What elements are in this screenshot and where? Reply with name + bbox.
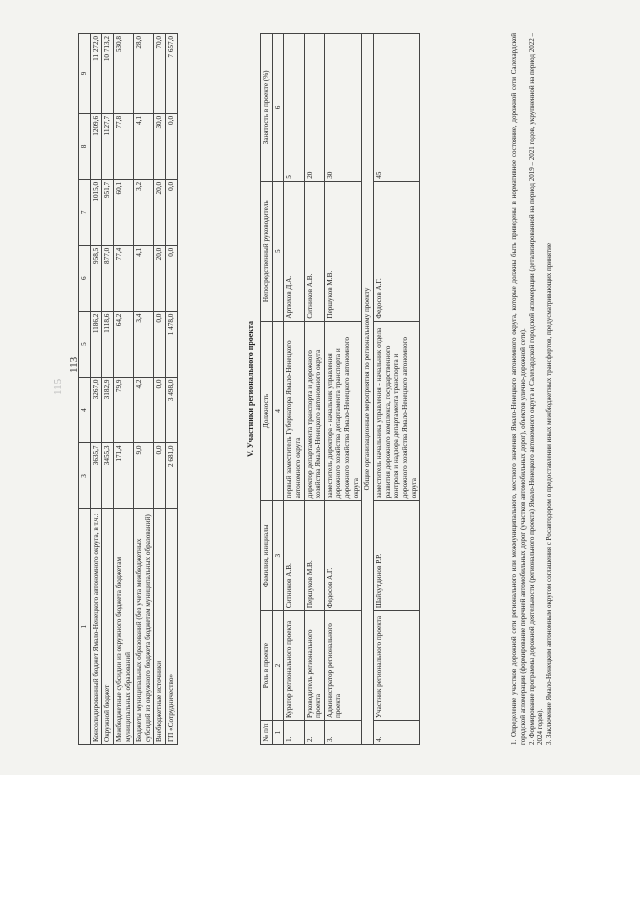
column-number: 1 bbox=[79, 509, 91, 745]
pct-cell: 20 bbox=[304, 34, 324, 182]
row-label: Окружной бюджет bbox=[102, 509, 114, 745]
value-cell: 2 681,0 bbox=[166, 443, 178, 509]
column-number: 3 bbox=[79, 443, 91, 509]
column-number: 5 bbox=[272, 181, 284, 321]
column-number: 8 bbox=[79, 113, 91, 179]
table-row bbox=[134, 34, 154, 745]
column-number: 2 bbox=[272, 611, 284, 721]
value-cell: 4,1 bbox=[134, 245, 154, 311]
row-label: Бюджеты муниципальных образований (без учета межбюджетных субсидий из окружного бюджета бюджетам муниципальных образований) bbox=[134, 509, 154, 745]
value-cell: 4,2 bbox=[134, 377, 154, 443]
value-cell: 20,0 bbox=[154, 245, 166, 311]
value-cell: 0,0 bbox=[166, 113, 178, 179]
value-cell: 10 713,2 bbox=[102, 34, 114, 114]
head-cell: Першуков М.В. bbox=[324, 181, 362, 321]
column-header: Фамилия, инициалы bbox=[261, 501, 273, 611]
table-row bbox=[324, 34, 362, 745]
column-header: Непосредственный руководитель bbox=[261, 181, 273, 321]
column-number: 6 bbox=[79, 245, 91, 311]
position-cell: директор департамента транспорта и дорожного хозяйства Ямало-Ненецкого автономного округа bbox=[304, 321, 324, 501]
n-cell: 2. bbox=[304, 721, 324, 745]
role-cell: Руководитель регионального проекта bbox=[304, 611, 324, 721]
table-row bbox=[154, 34, 166, 745]
role-cell: Участник регионального проекта bbox=[374, 611, 420, 721]
value-cell: 0,0 bbox=[166, 179, 178, 245]
value-cell: 958,5 bbox=[90, 245, 102, 311]
group-label: Общие организационные мероприятия по региональному проекту bbox=[362, 34, 374, 745]
column-number-row bbox=[79, 34, 91, 745]
row-label: ГП «Сотрудничество» bbox=[166, 509, 178, 745]
value-cell: 1 478,0 bbox=[166, 311, 178, 377]
name-cell: Ситников А.В. bbox=[284, 501, 304, 611]
value-cell: 30,0 bbox=[154, 113, 166, 179]
table-row bbox=[284, 34, 304, 745]
rotated-content bbox=[78, 15, 608, 745]
value-cell: 1015,0 bbox=[90, 179, 102, 245]
column-number: 1 bbox=[272, 721, 284, 745]
value-cell: 79,9 bbox=[113, 377, 133, 443]
value-cell: 7 657,0 bbox=[166, 34, 178, 114]
column-header: Должность bbox=[261, 321, 273, 501]
header-row bbox=[261, 34, 273, 745]
participants-table bbox=[260, 33, 420, 745]
value-cell: 3267,0 bbox=[90, 377, 102, 443]
value-cell: 3,4 bbox=[134, 311, 154, 377]
value-cell: 3 498,0 bbox=[166, 377, 178, 443]
section-title: V. Участники регионального проекта bbox=[246, 321, 255, 457]
name-cell: Шайхутдинов Р.Р. bbox=[374, 501, 420, 611]
value-cell: 0,0 bbox=[154, 311, 166, 377]
name-cell: Федосов А.Г. bbox=[324, 501, 362, 611]
note-paragraph: 3. Заключение Ямало-Ненецким автономным округом соглашения с Росавтодором о предоставлении иных межбюджетных трансфертов, предусматривающих принятие bbox=[545, 243, 553, 745]
value-cell: 77,4 bbox=[113, 245, 133, 311]
value-cell: 11 272,0 bbox=[90, 34, 102, 114]
value-cell: 171,4 bbox=[113, 443, 133, 509]
table-row bbox=[166, 34, 178, 745]
table-row bbox=[113, 34, 133, 745]
column-number: 4 bbox=[272, 321, 284, 501]
value-cell: 9,0 bbox=[134, 443, 154, 509]
notes bbox=[510, 33, 554, 745]
value-cell: 70,0 bbox=[154, 34, 166, 114]
column-number: 5 bbox=[79, 311, 91, 377]
pct-cell: 5 bbox=[284, 34, 304, 182]
position-cell: заместитель начальника управления - начальник отдела развития дорожного комплекса, государственного контроля и надзора департамента транспорта и дорожного хозяйства Ямало-Ненецкого автономного округа bbox=[374, 321, 420, 501]
page-number: 113 bbox=[68, 356, 80, 373]
value-cell: 3182,9 bbox=[102, 377, 114, 443]
column-header: № п/п bbox=[261, 721, 273, 745]
position-cell: первый заместитель Губернатора Ямало-Ненецкого автономного округа bbox=[284, 321, 304, 501]
value-cell: 64,2 bbox=[113, 311, 133, 377]
column-number: 3 bbox=[272, 501, 284, 611]
row-label: Межбюджетные субсидии из окружного бюджета бюджетам муниципальных образований bbox=[113, 509, 133, 745]
value-cell: 3635,7 bbox=[90, 443, 102, 509]
table-row bbox=[102, 34, 114, 745]
column-number: 4 bbox=[79, 377, 91, 443]
column-number: 7 bbox=[79, 179, 91, 245]
ghost-page-number: 115 bbox=[52, 378, 64, 395]
value-cell: 0,0 bbox=[154, 377, 166, 443]
value-cell: 28,0 bbox=[134, 34, 154, 114]
column-number: 6 bbox=[272, 34, 284, 182]
column-number-row bbox=[272, 34, 284, 745]
note-paragraph: 1. Определение участков дорожной сети регионального или межмуниципального, местного значения Ямало-Ненецкого автономного округа, которые должны быть приведены в нормативное состояние, дорожной сети Салехардской городской агломерации (формирование перечней автомобильных дорог (участков автомобильных дорог), объектов улично-дорожной сети). bbox=[510, 33, 527, 745]
value-cell: 4,1 bbox=[134, 113, 154, 179]
role-cell: Куратор регионального проекта bbox=[284, 611, 304, 721]
note-paragraph: 2. Формирование программы дорожной деятельности (регионального проекта) Ямало-Ненецкого автономного округа и Салехардской городской агломерации (детализированной на период 2019 – 2021 годов, укрупненной на период 2022 – 2024 годов). bbox=[527, 33, 545, 745]
value-cell: 877,0 bbox=[102, 245, 114, 311]
column-header: Занятость в проекте (%) bbox=[261, 34, 273, 182]
pct-cell: 30 bbox=[324, 34, 362, 182]
value-cell: 1127,7 bbox=[102, 113, 114, 179]
table-row bbox=[90, 34, 102, 745]
value-cell: 0,0 bbox=[154, 443, 166, 509]
column-number: 9 bbox=[79, 34, 91, 114]
value-cell: 1186,2 bbox=[90, 311, 102, 377]
budget-table bbox=[78, 33, 178, 745]
value-cell: 1209,6 bbox=[90, 113, 102, 179]
value-cell: 1118,6 bbox=[102, 311, 114, 377]
n-cell: 1. bbox=[284, 721, 304, 745]
table-row bbox=[304, 34, 324, 745]
value-cell: 60,1 bbox=[113, 179, 133, 245]
head-cell: Ситников А.В. bbox=[304, 181, 324, 321]
head-cell: Федосов А.Г. bbox=[374, 181, 420, 321]
value-cell: 3,2 bbox=[134, 179, 154, 245]
row-label: Внебюджетные источники bbox=[154, 509, 166, 745]
value-cell: 3455,3 bbox=[102, 443, 114, 509]
column-header: Роль в проекте bbox=[261, 611, 273, 721]
name-cell: Першуков М.В. bbox=[304, 501, 324, 611]
position-cell: заместитель директора - начальник управления дорожного хозяйства департамента транспорта и дорожного хозяйства Ямало-Ненецкого автономного округа bbox=[324, 321, 362, 501]
value-cell: 0,0 bbox=[166, 245, 178, 311]
table-row bbox=[374, 34, 420, 745]
group-row bbox=[362, 34, 374, 745]
value-cell: 77,8 bbox=[113, 113, 133, 179]
value-cell: 951,7 bbox=[102, 179, 114, 245]
head-cell: Артюхов Д.А. bbox=[284, 181, 304, 321]
value-cell: 20,0 bbox=[154, 179, 166, 245]
pct-cell: 45 bbox=[374, 34, 420, 182]
n-cell: 3. bbox=[324, 721, 362, 745]
row-label: Консолидированный бюджет Ямало-Ненецкого автономного округа, в т.ч.: bbox=[90, 509, 102, 745]
n-cell: 4. bbox=[374, 721, 420, 745]
role-cell: Администратор регионального проекта bbox=[324, 611, 362, 721]
value-cell: 530,8 bbox=[113, 34, 133, 114]
